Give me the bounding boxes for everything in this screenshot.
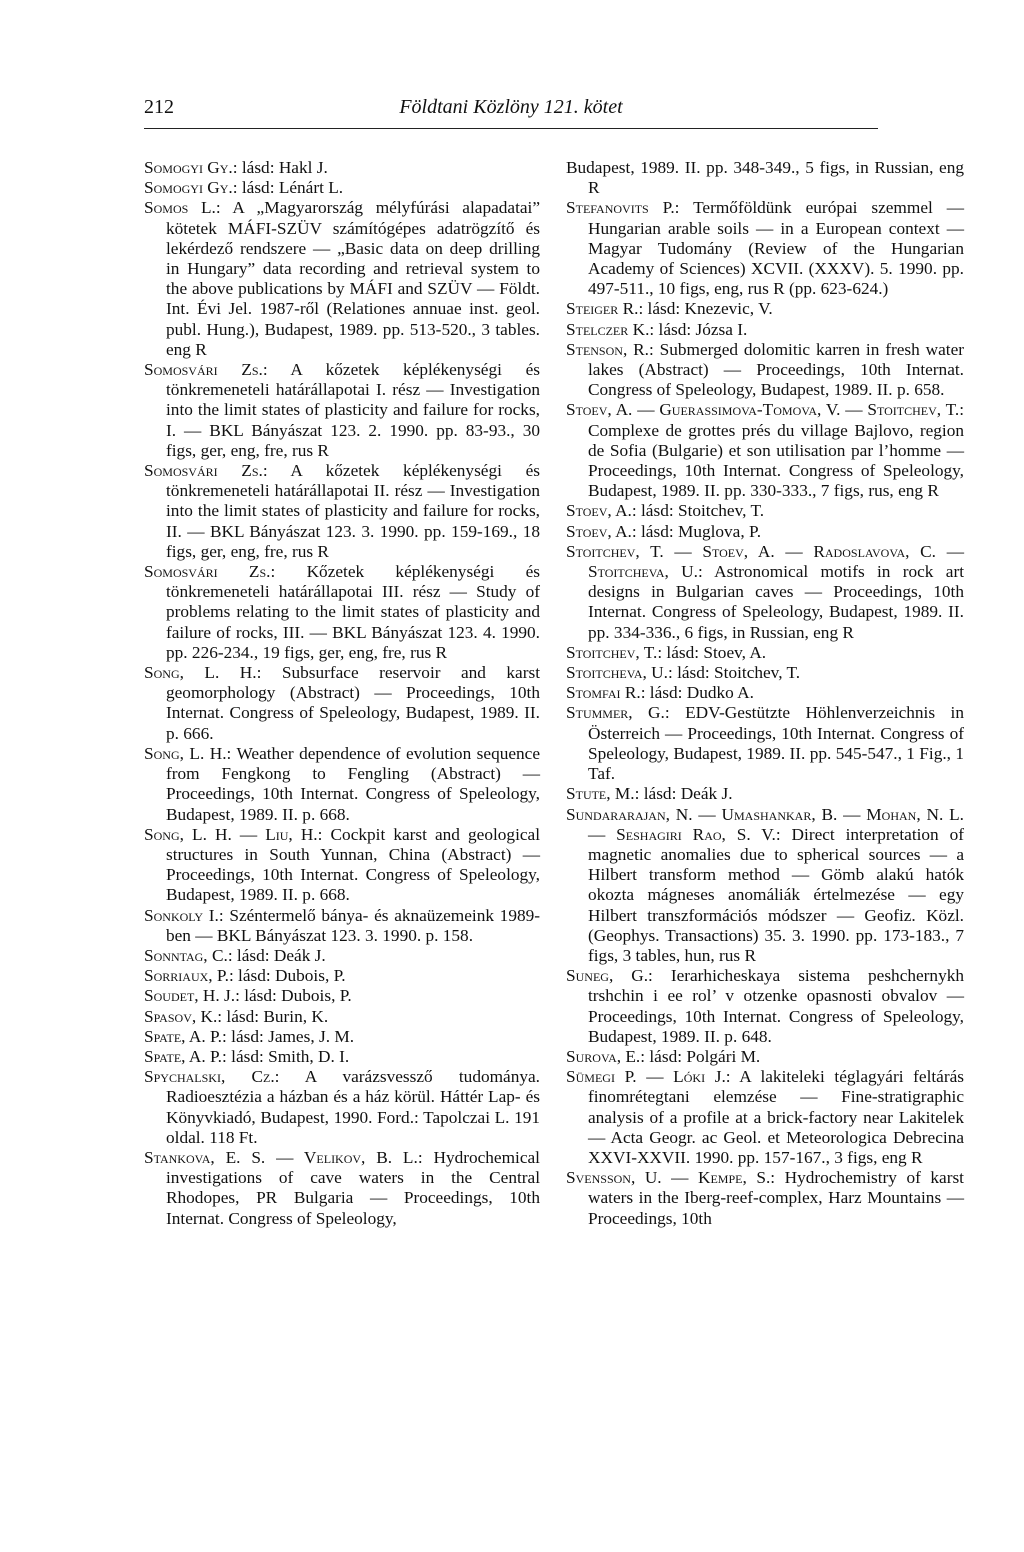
bibliography-entry <box>144 986 540 1006</box>
entry-text: : lásd: Dudko A. <box>640 683 754 703</box>
entry-text: : lásd: James, J. M. <box>222 1026 355 1046</box>
entry-text: : EDV-Gestützte Höhlenverzeichnis in Österreich — Proceedings, 10th Internat. Congress of Speleology, Budapest, 1989. II. pp. 545-547., 1 Fig., 1 Taf. <box>588 703 964 784</box>
entry-text: : lásd: Muglova, P. <box>631 521 762 541</box>
entry-text: : Kőzetek képlékenységi és tönkremeneteli határállapotai III. rész — Study of problems relating to the limit states of plasticity and failure of rocks, III. — BKL Bányászat 123. 4. 1990. pp. 226-234., 19 figs, ger, eng, fre, rus R <box>166 562 540 662</box>
entry-author: Stoitchev, T. <box>566 642 658 662</box>
bibliography-entry <box>144 744 540 825</box>
bibliography-entry <box>144 1027 540 1047</box>
entry-author: Stoev, A. <box>566 501 632 521</box>
bibliography-entry <box>566 522 964 542</box>
entry-author: Song, L. H. — Liu, H. <box>144 824 318 844</box>
entry-text: : lásd: Józsa I. <box>649 319 748 339</box>
bibliography-entry <box>144 1148 540 1229</box>
bibliography-entry <box>566 320 964 340</box>
bibliography-entry <box>566 1047 964 1067</box>
entry-author: Sonntag, C. <box>144 945 228 965</box>
left-column <box>144 158 540 1229</box>
entry-text: : lásd: Burin, K. <box>217 1006 329 1026</box>
entry-author: Soudet, H. J. <box>144 986 236 1006</box>
entry-author: Stefanovits P. <box>566 198 675 218</box>
bibliography-entry <box>144 1007 540 1027</box>
page-header <box>144 96 878 124</box>
entry-author: Stomfai R. <box>566 683 641 703</box>
bibliography-entry <box>566 542 964 643</box>
entry-text: : A kőzetek képlékenységi és tönkremeneteli határállapotai I. rész — Investigation into the limit states of plasticity and failure for rocks, I. — BKL Bányászat 123. 2. 1990. pp. 83-93., 30 figs, ger, eng, fre, rus R <box>166 360 540 460</box>
bibliography-entry <box>144 562 540 663</box>
entry-text: : Submerged dolomitic karren in fresh water lakes (Abstract) — Proceedings, 10th Internat. Congress of Speleology, Budapest, 1989. II. p. 658. <box>588 339 964 400</box>
entry-text: : A kőzetek képlékenységi és tönkremeneteli határállapotai II. rész — Investigation into the limit states of plasticity and failure for rocks, II. — BKL Bányászat 123. 3. 1990. pp. 159-169., 18 figs, ger, eng, fre, rus R <box>166 461 540 561</box>
entry-text: : Complexe de grottes prés du village Bajlovo, region de Sofia (Bulgarie) et son utilisation par l’homme — Proceedings, 10th Internat. Congress of Speleology, Budapest, 1989. II. pp. 330-333., 7 figs, rus, eng R <box>588 400 964 501</box>
bibliography-entry <box>566 1067 964 1168</box>
entry-text: : Ierarhicheskaya sistema peshchernykh trshchin i ee rol’ v otzenke opasnosti obvalov — Proceedings, 10th Internat. Congress of Speleology, Budapest, 1989. II. p. 648. <box>588 966 964 1046</box>
bibliography-entry <box>566 299 964 319</box>
entry-author: Sümegi P. — Lóki J. <box>566 1067 726 1087</box>
bibliography-entry <box>144 663 540 744</box>
entry-author: Svensson, U. — Kempe, S. <box>566 1168 771 1188</box>
entry-author: Steiger R. <box>566 299 639 319</box>
bibliography-entry <box>566 340 964 401</box>
entry-author: Stummer, G. <box>566 703 665 723</box>
entry-text: : lásd: Knezevic, V. <box>638 299 773 319</box>
entry-author: Stute, M. <box>566 784 635 804</box>
bibliography-entry <box>144 906 540 946</box>
entry-author: Somogyi Gy. <box>144 158 233 177</box>
entry-text: : Széntermelő bánya- és aknaüzemeink 1989-ben — BKL Bányászat 123. 3. 1990. p. 158. <box>166 905 540 945</box>
entry-text: : A varázsvessző tudománya. Radioesztézia a házban és a ház körül. Háttér Lap- és Könyvkiadó, Budapest, 1990. Ford.: Tapolczai L. 191 oldal. 118 Ft. <box>166 1067 540 1147</box>
entry-text: : Subsurface reservoir and karst geomorphology (Abstract) — Proceedings, 10th Internat. Congress of Speleology, Budapest, 1989. II. p. 666. <box>166 663 540 743</box>
entry-text: : lásd: Hakl J. <box>232 158 328 177</box>
entry-text: : Hydrochemical investigations of cave waters in the Central Rhodopes, PR Bulgaria — Proceedings, 10th Internat. Congress of Speleology, <box>166 1147 540 1228</box>
bibliography-entry <box>144 461 540 562</box>
entry-author: Stankova, E. S. — Velikov, B. L. <box>144 1147 418 1167</box>
bibliography-entry <box>566 158 964 198</box>
entry-author: Spate, A. P. <box>144 1046 223 1066</box>
bibliography-entry <box>144 178 540 198</box>
entry-author: Somogyi Gy. <box>144 178 233 198</box>
bibliography-entry <box>144 198 540 360</box>
bibliography-entry <box>566 643 964 663</box>
bibliography-entry <box>566 501 964 521</box>
entry-author: Song, L. H. <box>144 743 227 763</box>
bibliography-entry <box>144 360 540 461</box>
entry-author: Sorriaux, P. <box>144 966 229 986</box>
entry-text: : Hydrochemistry of karst waters in the Iberg-reef-complex, Harz Mountains — Proceedings, 10th <box>588 1168 964 1228</box>
entry-author: Stoitcheva, U. <box>566 663 668 683</box>
bibliography-entry <box>144 825 540 906</box>
entry-text: : Astronomical motifs in rock art designs in Bulgarian caves — Proceedings, 10th Internat. Congress of Speleology, Budapest, 1989. II. pp. 334-336., 6 figs, in Russian, eng R <box>588 562 964 642</box>
bibliography-entry <box>144 966 540 986</box>
bibliography-entry <box>144 158 540 178</box>
entry-text: : lásd: Lénárt L. <box>232 178 344 198</box>
entry-text: : lásd: Stoitchev, T. <box>667 663 801 683</box>
bibliography-entry <box>566 198 964 299</box>
entry-author: Somosvári Zs. <box>144 562 271 582</box>
bibliography-entry <box>566 683 964 703</box>
entry-author: Somosvári Zs. <box>144 461 263 481</box>
entry-text: : lásd: Stoev, A. <box>657 642 767 662</box>
entry-text: : A lakiteleki téglagyári feltárás finomrétegtani elemzése — Fine-stratigraphic analysis of a profile at a brick-factory near Lakitelek — Acta Geogr. ac Geol. et Meteorologica Debrecina XXVI-XXVII. 1990. pp. 157-167., 3 figs, eng R <box>588 1067 964 1167</box>
entry-author: Spychalski, Cz. <box>144 1067 275 1087</box>
entry-author: Stenson, R. <box>566 339 649 359</box>
bibliography-entry <box>566 663 964 683</box>
entry-author: Stoev, A. <box>566 521 632 541</box>
entry-text: : lásd: Deák J. <box>227 945 326 965</box>
bibliography-entry <box>566 1168 964 1229</box>
entry-author: Spasov, K. <box>144 1006 218 1026</box>
entry-author: Somos L. <box>144 198 216 218</box>
journal-title: Földtani Közlöny 121. kötet <box>399 96 623 118</box>
bibliography-entry <box>144 1047 540 1067</box>
entry-author: Sonkoly I. <box>144 905 219 925</box>
entry-text: : lásd: Smith, D. I. <box>222 1046 350 1066</box>
entry-text: : lásd: Deák J. <box>634 784 733 804</box>
entry-author: Spate, A. P. <box>144 1026 223 1046</box>
entry-author: Song, L. H. <box>144 663 257 683</box>
bibliography-entry <box>566 805 964 967</box>
entry-author: Sundararajan, N. — Umashankar, B. — Mohan, N. L. — Seshagiri Rao, S. V. <box>566 804 964 844</box>
entry-author: Suneg, G. <box>566 966 649 986</box>
entry-text: : Cockpit karst and geological structures in South Yunnan, China (Abstract) — Proceedings, 10th Internat. Congress of Speleology, Budapest, 1989. II. p. 668. <box>166 824 541 905</box>
entry-text: : lásd: Dubois, P. <box>235 986 352 1006</box>
bibliography-entry <box>566 784 964 804</box>
entry-text: : lásd: Dubois, P. <box>228 966 346 986</box>
bibliography-entry <box>566 966 964 1047</box>
entry-text: Budapest, 1989. II. pp. 348-349., 5 figs, in Russian, eng R <box>566 158 964 198</box>
entry-text: : lásd: Stoitchev, T. <box>631 501 765 521</box>
entry-text: : A „Magyarország mélyfúrási alapadatai” kötetek MÁFI-SZÜV számítógépes adatrögzítő és lekérdező rendszere — „Basic data on deep drilling in Hungary” data recording and retrieval system to the above publications by MÁFI and SZÜV — Földt. Int. Évi Jel. 1987-ről (Relationes annuae inst. geol. publ. Hung.), Budapest, 1989. pp. 513-520., 3 tables. eng R <box>166 198 541 359</box>
entry-text: : lásd: Polgári M. <box>640 1046 761 1066</box>
entry-text: : Weather dependence of evolution sequence from Fengkong to Fengling (Abstract) — Proceedings, 10th Internat. Congress of Speleology, Budapest, 1989. II. p. 668. <box>166 743 541 824</box>
bibliography-entry <box>566 400 964 501</box>
bibliography-entry <box>566 703 964 784</box>
entry-author: Stelczer K. <box>566 319 650 339</box>
entry-author: Somosvári Zs. <box>144 360 263 380</box>
page-number: 212 <box>144 96 174 118</box>
entry-author: Surova, E. <box>566 1046 641 1066</box>
bibliography-entry <box>144 946 540 966</box>
entry-author: Stoitchev, T. — Stoev, A. — Radoslavova, C. — Stoitcheva, U. <box>566 541 964 582</box>
entry-author: Stoev, A. — Guerassimova-Tomova, V. — Stoitchev, T. <box>566 400 960 420</box>
bibliography-entry <box>144 1067 540 1148</box>
entry-text: : Direct interpretation of magnetic anomalies due to spherical sources — a Hilbert transform method — Gömb alakú hatók okozta mágneses anomáliák értelmezése — egy Hilbert transzformációs módszer — Geofiz. Közl. (Geophys. Transactions) 35. 3. 1990. pp. 173-183., 7 figs, 3 tables, hun, rus R <box>588 824 964 965</box>
entry-text: : Termőföldünk európai szemmel — Hungarian arable soils — in a European context — Magyar Tudomány (Review of the Hungarian Academy of Sciences) XCVII. (XXXV). 5. 1990. pp. 497-511., 10 figs, eng, rus R (pp. 623-624.) <box>588 198 964 299</box>
header-divider <box>144 128 878 129</box>
right-column <box>566 158 964 1229</box>
